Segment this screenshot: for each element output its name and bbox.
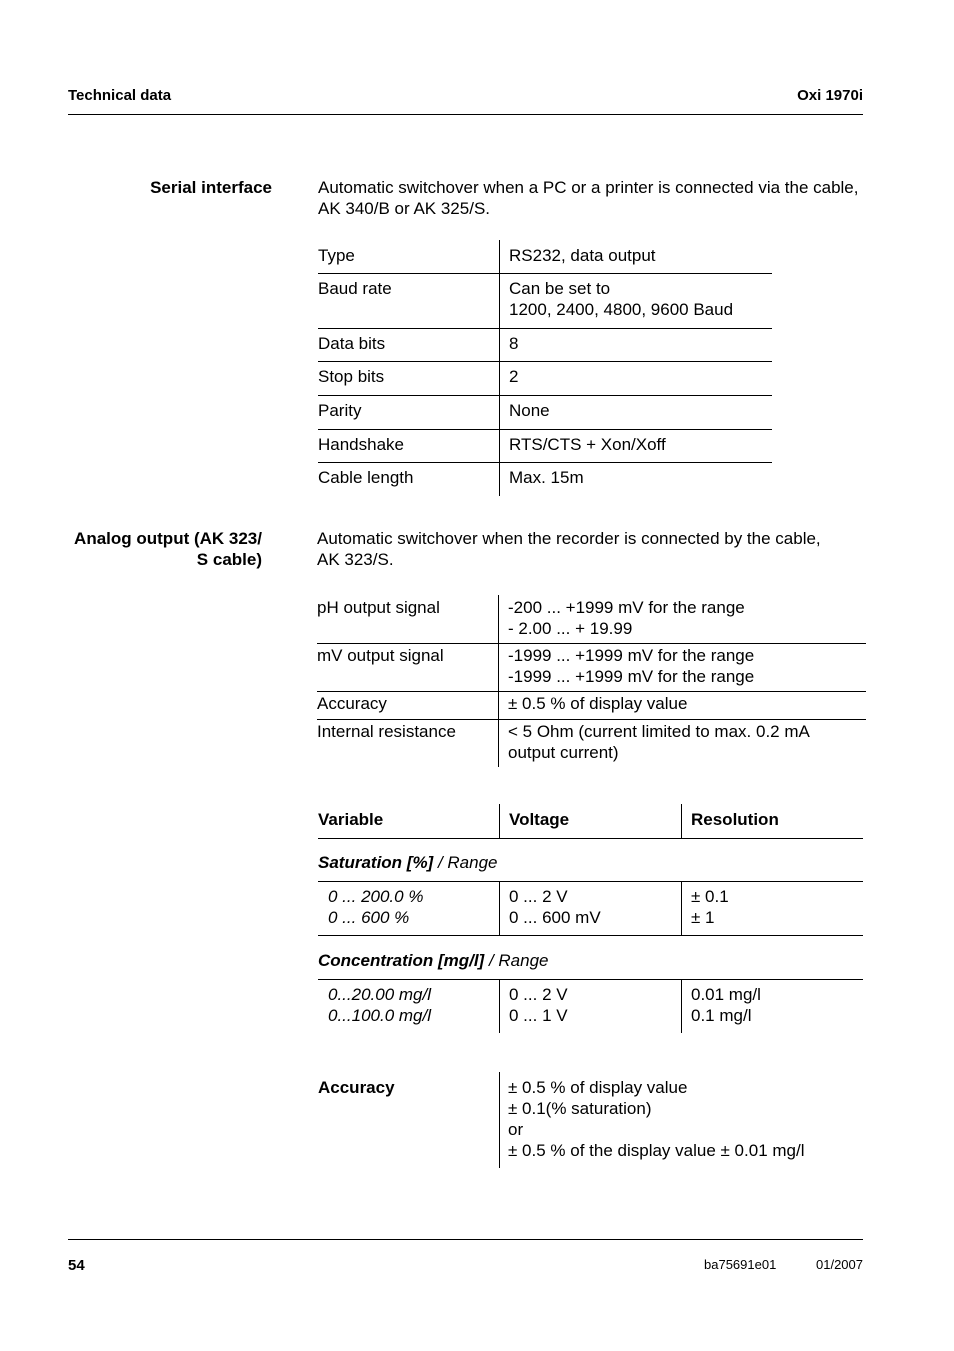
serial-interface-label: Serial interface: [150, 178, 272, 197]
page-number: 54: [68, 1257, 85, 1274]
serial-intro-line: Automatic switchover when a PC or a printer is connected via the cable,: [318, 178, 859, 197]
row-rule: [317, 719, 866, 720]
analog-value: [508, 721, 810, 763]
analog-table-divider: [498, 595, 499, 767]
analog-intro-line: Automatic switchover when the recorder is connected by the cable,: [317, 529, 821, 548]
value-line: Can be set to: [509, 279, 611, 298]
row-rule: [318, 395, 772, 396]
analog-value: [508, 645, 754, 687]
accuracy-divider: [499, 1072, 500, 1168]
resolution-line: ± 0.1: [691, 887, 729, 906]
range-line: 0...100.0 mg/l: [328, 1006, 432, 1025]
analog-output-label: [22, 528, 262, 570]
accuracy-label: Accuracy: [318, 1078, 395, 1097]
row-rule: [318, 429, 772, 430]
group-title-rest: / Range: [433, 853, 498, 872]
row-rule: [318, 462, 772, 463]
serial-key: Parity: [318, 401, 362, 420]
saturation-voltages: [509, 886, 601, 928]
serial-key: Type: [318, 246, 355, 265]
serial-key: Data bits: [318, 334, 386, 353]
column-divider: [499, 881, 500, 935]
serial-intro: [318, 177, 859, 219]
accuracy-line: or: [508, 1120, 524, 1139]
range-line: 0 ... 200.0 %: [328, 887, 424, 906]
concentration-resolutions: [691, 984, 761, 1026]
analog-intro-line: AK 323/S.: [317, 550, 394, 569]
saturation-resolutions: [691, 886, 729, 928]
document-date: 01/2007: [816, 1257, 863, 1272]
concentration-group-title: [318, 950, 548, 971]
value-line: - 2.00 ... + 19.99: [508, 619, 633, 638]
row-rule: [317, 643, 866, 644]
footer-rule: [68, 1239, 863, 1240]
group-rule: [318, 979, 863, 980]
header-rule: [318, 838, 863, 839]
voltage-line: 0 ... 600 mV: [509, 908, 601, 927]
group-rule: [318, 935, 863, 936]
group-title-bold: Concentration [mg/l]: [318, 951, 485, 970]
saturation-ranges: [328, 886, 423, 928]
serial-key: Cable length: [318, 468, 414, 487]
serial-key: Handshake: [318, 435, 405, 454]
serial-key: Stop bits: [318, 367, 385, 386]
group-title-rest: / Range: [484, 951, 549, 970]
voltage-line: 0 ... 1 V: [509, 1006, 568, 1025]
column-divider: [681, 979, 682, 1033]
row-rule: [318, 361, 772, 362]
analog-key: Internal resistance: [317, 722, 456, 741]
serial-value: Max. 15m: [509, 468, 584, 487]
serial-key: Baud rate: [318, 279, 392, 298]
column-divider: [681, 804, 682, 838]
serial-value: 8: [509, 334, 519, 353]
value-line: -1999 ... +1999 mV for the range: [508, 667, 755, 686]
range-line: 0...20.00 mg/l: [328, 985, 432, 1004]
analog-value: ± 0.5 % of display value: [508, 694, 688, 713]
voltage-line: 0 ... 2 V: [509, 887, 568, 906]
resolution-line: 0.01 mg/l: [691, 985, 761, 1004]
concentration-voltages: [509, 984, 568, 1026]
column-divider: [499, 804, 500, 838]
range-line: 0 ... 600 %: [328, 908, 410, 927]
analog-key: pH output signal: [317, 598, 440, 617]
resolution-line: 0.1 mg/l: [691, 1006, 752, 1025]
group-rule: [318, 881, 863, 882]
analog-intro: [317, 528, 821, 570]
column-divider: [681, 881, 682, 935]
group-title-bold: Saturation [%]: [318, 853, 434, 872]
label-line: Analog output (AK 323/: [74, 529, 262, 548]
accuracy-line: ± 0.5 % of the display value ± 0.01 mg/l: [508, 1141, 805, 1160]
serial-value: 2: [509, 367, 519, 386]
accuracy-values: [508, 1077, 805, 1161]
header-rule: [68, 114, 863, 115]
document-id: ba75691e01: [704, 1257, 777, 1272]
row-rule: [318, 328, 772, 329]
serial-table-divider: [499, 240, 500, 496]
serial-value: RS232, data output: [509, 246, 656, 265]
value-line: -200 ... +1999 mV for the range: [508, 598, 745, 617]
serial-value: RTS/CTS + Xon/Xoff: [509, 435, 666, 454]
accuracy-line: ± 0.1(% saturation): [508, 1099, 652, 1118]
voltage-line: 0 ... 2 V: [509, 985, 568, 1004]
serial-value: [509, 278, 733, 320]
saturation-group-title: [318, 852, 498, 873]
concentration-ranges: [328, 984, 431, 1026]
analog-key: Accuracy: [317, 694, 387, 713]
row-rule: [318, 273, 772, 274]
column-header-voltage: Voltage: [509, 810, 570, 829]
header-product-name: Oxi 1970i: [797, 87, 863, 104]
analog-value: [508, 597, 745, 639]
column-divider: [499, 979, 500, 1033]
serial-intro-line: AK 340/B or AK 325/S.: [318, 199, 491, 218]
serial-value: None: [509, 401, 550, 420]
label-line: S cable): [196, 550, 262, 569]
row-rule: [317, 691, 866, 692]
value-line: < 5 Ohm (current limited to max. 0.2 mA: [508, 722, 810, 741]
value-line: output current): [508, 743, 619, 762]
analog-key: mV output signal: [317, 646, 444, 665]
value-line: -1999 ... +1999 mV for the range: [508, 646, 755, 665]
resolution-line: ± 1: [691, 908, 715, 927]
value-line: 1200, 2400, 4800, 9600 Baud: [509, 300, 734, 319]
header-section-title: Technical data: [68, 87, 172, 104]
accuracy-line: ± 0.5 % of display value: [508, 1078, 688, 1097]
column-header-resolution: Resolution: [691, 810, 779, 829]
column-header-variable: Variable: [318, 810, 384, 829]
